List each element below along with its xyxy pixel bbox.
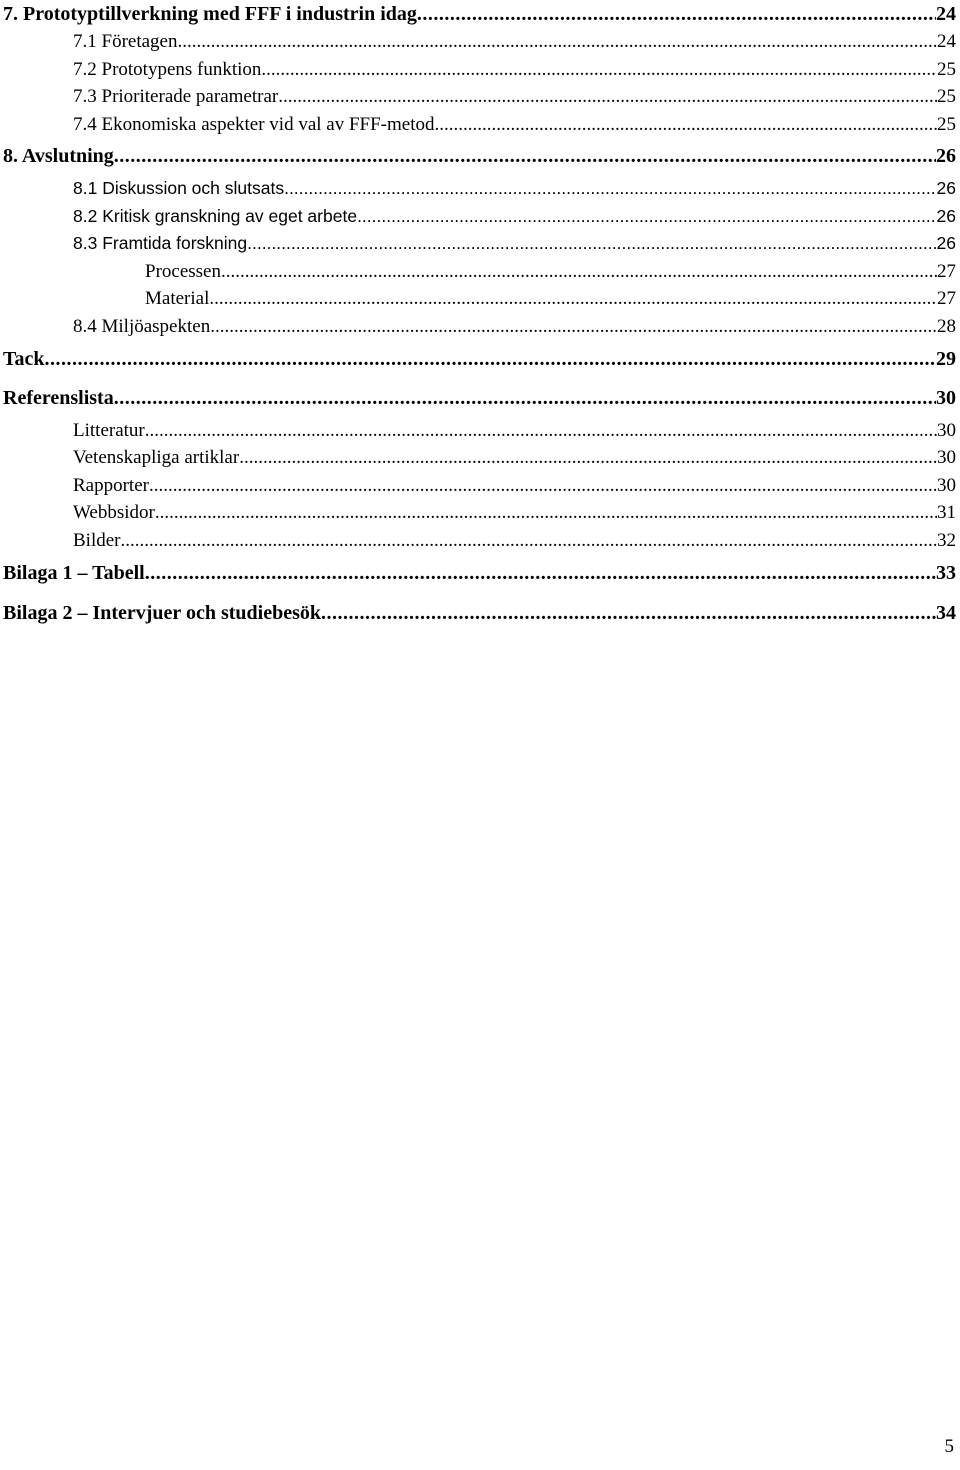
toc-entry — [0, 527, 956, 555]
toc-entry-label: Material — [145, 288, 210, 309]
toc-entry — [0, 111, 956, 139]
toc-entry-label: 8. Avslutning — [3, 145, 114, 167]
toc-leader-dots — [149, 472, 937, 500]
toc-entry-label: Bilder — [73, 529, 121, 551]
toc-entry-page: 30 — [937, 474, 956, 496]
toc-entry-label: 8.2 Kritisk granskning av eget arbete — [73, 205, 358, 226]
toc-entry — [0, 380, 956, 417]
toc-entry-page: 29 — [936, 348, 956, 370]
toc-entry — [0, 554, 956, 594]
toc-entry-label: 7.3 Prioriterade parametrar — [73, 86, 279, 107]
toc-leader-dots — [321, 594, 936, 634]
toc-entry — [0, 28, 956, 56]
toc-entry — [0, 340, 956, 380]
toc-entry-page: 31 — [937, 502, 956, 523]
toc-entry-page: 33 — [936, 562, 956, 584]
toc-leader-dots — [145, 554, 936, 594]
toc-leader-dots — [239, 444, 937, 472]
toc-entry — [0, 417, 956, 445]
toc-leader-dots — [209, 285, 937, 313]
toc-entry-page: 34 — [936, 601, 956, 624]
toc-entry — [0, 313, 956, 341]
toc-entry-page: 26 — [936, 233, 956, 253]
toc-entry-page: 27 — [937, 288, 956, 309]
toc-entry — [0, 258, 956, 286]
toc-entry-page: 26 — [936, 145, 956, 167]
toc-entry — [0, 230, 956, 258]
toc-entry-page: 28 — [937, 315, 956, 337]
toc-entry-page: 32 — [937, 529, 956, 551]
toc-entry-page: 25 — [937, 58, 956, 80]
toc-leader-dots — [247, 230, 936, 258]
toc-entry — [0, 175, 956, 203]
toc-entry-page: 26 — [936, 205, 956, 226]
toc-entry-label: 8.4 Miljöaspekten — [73, 315, 211, 337]
toc-leader-dots — [210, 313, 937, 341]
toc-entry — [0, 83, 956, 111]
toc-entry-page: 24 — [937, 31, 956, 52]
toc-leader-dots — [121, 527, 938, 555]
toc-entry-label: 7.1 Företagen — [73, 31, 178, 52]
toc-entry-label: Processen — [145, 260, 221, 282]
toc-entry-label: Referenslista — [3, 386, 114, 409]
toc-entry — [0, 0, 956, 28]
toc-entry — [0, 594, 956, 634]
toc-leader-dots — [221, 258, 937, 286]
toc-entry-label: Bilaga 1 – Tabell — [3, 562, 145, 584]
toc-leader-dots — [261, 56, 937, 84]
toc-entry — [0, 444, 956, 472]
toc-entry-label: 7. Prototyptillverkning med FFF i industrin idag — [3, 3, 417, 25]
toc-leader-dots — [155, 499, 937, 527]
toc-entry — [0, 203, 956, 231]
toc-entry-page: 24 — [936, 3, 956, 25]
toc-entry — [0, 56, 956, 84]
toc-entry-label: Tack — [3, 348, 45, 370]
toc-entry-page: 25 — [937, 113, 956, 135]
toc-entry-label: Bilaga 2 – Intervjuer och studiebesök — [3, 601, 321, 624]
toc-entry-label: 7.4 Ekonomiska aspekter vid val av FFF-metod — [73, 113, 435, 135]
toc-entry — [0, 472, 956, 500]
toc-entry-page: 25 — [937, 86, 956, 107]
toc-leader-dots — [284, 175, 936, 203]
toc-entry — [0, 285, 956, 313]
toc-leader-dots — [114, 138, 936, 175]
toc-leader-dots — [114, 380, 936, 417]
toc-entry — [0, 138, 956, 175]
toc-leader-dots — [434, 111, 937, 139]
page-number: 5 — [944, 1436, 954, 1457]
toc-entry-page: 30 — [937, 447, 956, 468]
toc-entry-label: Vetenskapliga artiklar — [73, 447, 240, 468]
toc-entry — [0, 499, 956, 527]
toc-leader-dots — [45, 340, 936, 380]
toc-entry-label: 8.3 Framtida forskning — [73, 233, 248, 253]
toc-leader-dots — [177, 28, 937, 56]
table-of-contents — [0, 0, 956, 633]
toc-entry-label: 8.1 Diskussion och slutsats — [73, 178, 285, 198]
toc-entry-page: 30 — [937, 419, 956, 441]
toc-leader-dots — [278, 83, 937, 111]
toc-leader-dots — [357, 203, 936, 231]
toc-entry-label: 7.2 Prototypens funktion — [73, 58, 262, 80]
toc-entry-label: Webbsidor — [73, 502, 155, 523]
toc-leader-dots — [145, 417, 937, 445]
toc-entry-label: Litteratur — [73, 419, 145, 441]
toc-leader-dots — [417, 0, 936, 28]
toc-entry-label: Rapporter — [73, 474, 149, 496]
toc-entry-page: 26 — [936, 178, 956, 198]
toc-entry-page: 30 — [936, 386, 956, 409]
toc-entry-page: 27 — [937, 260, 956, 282]
